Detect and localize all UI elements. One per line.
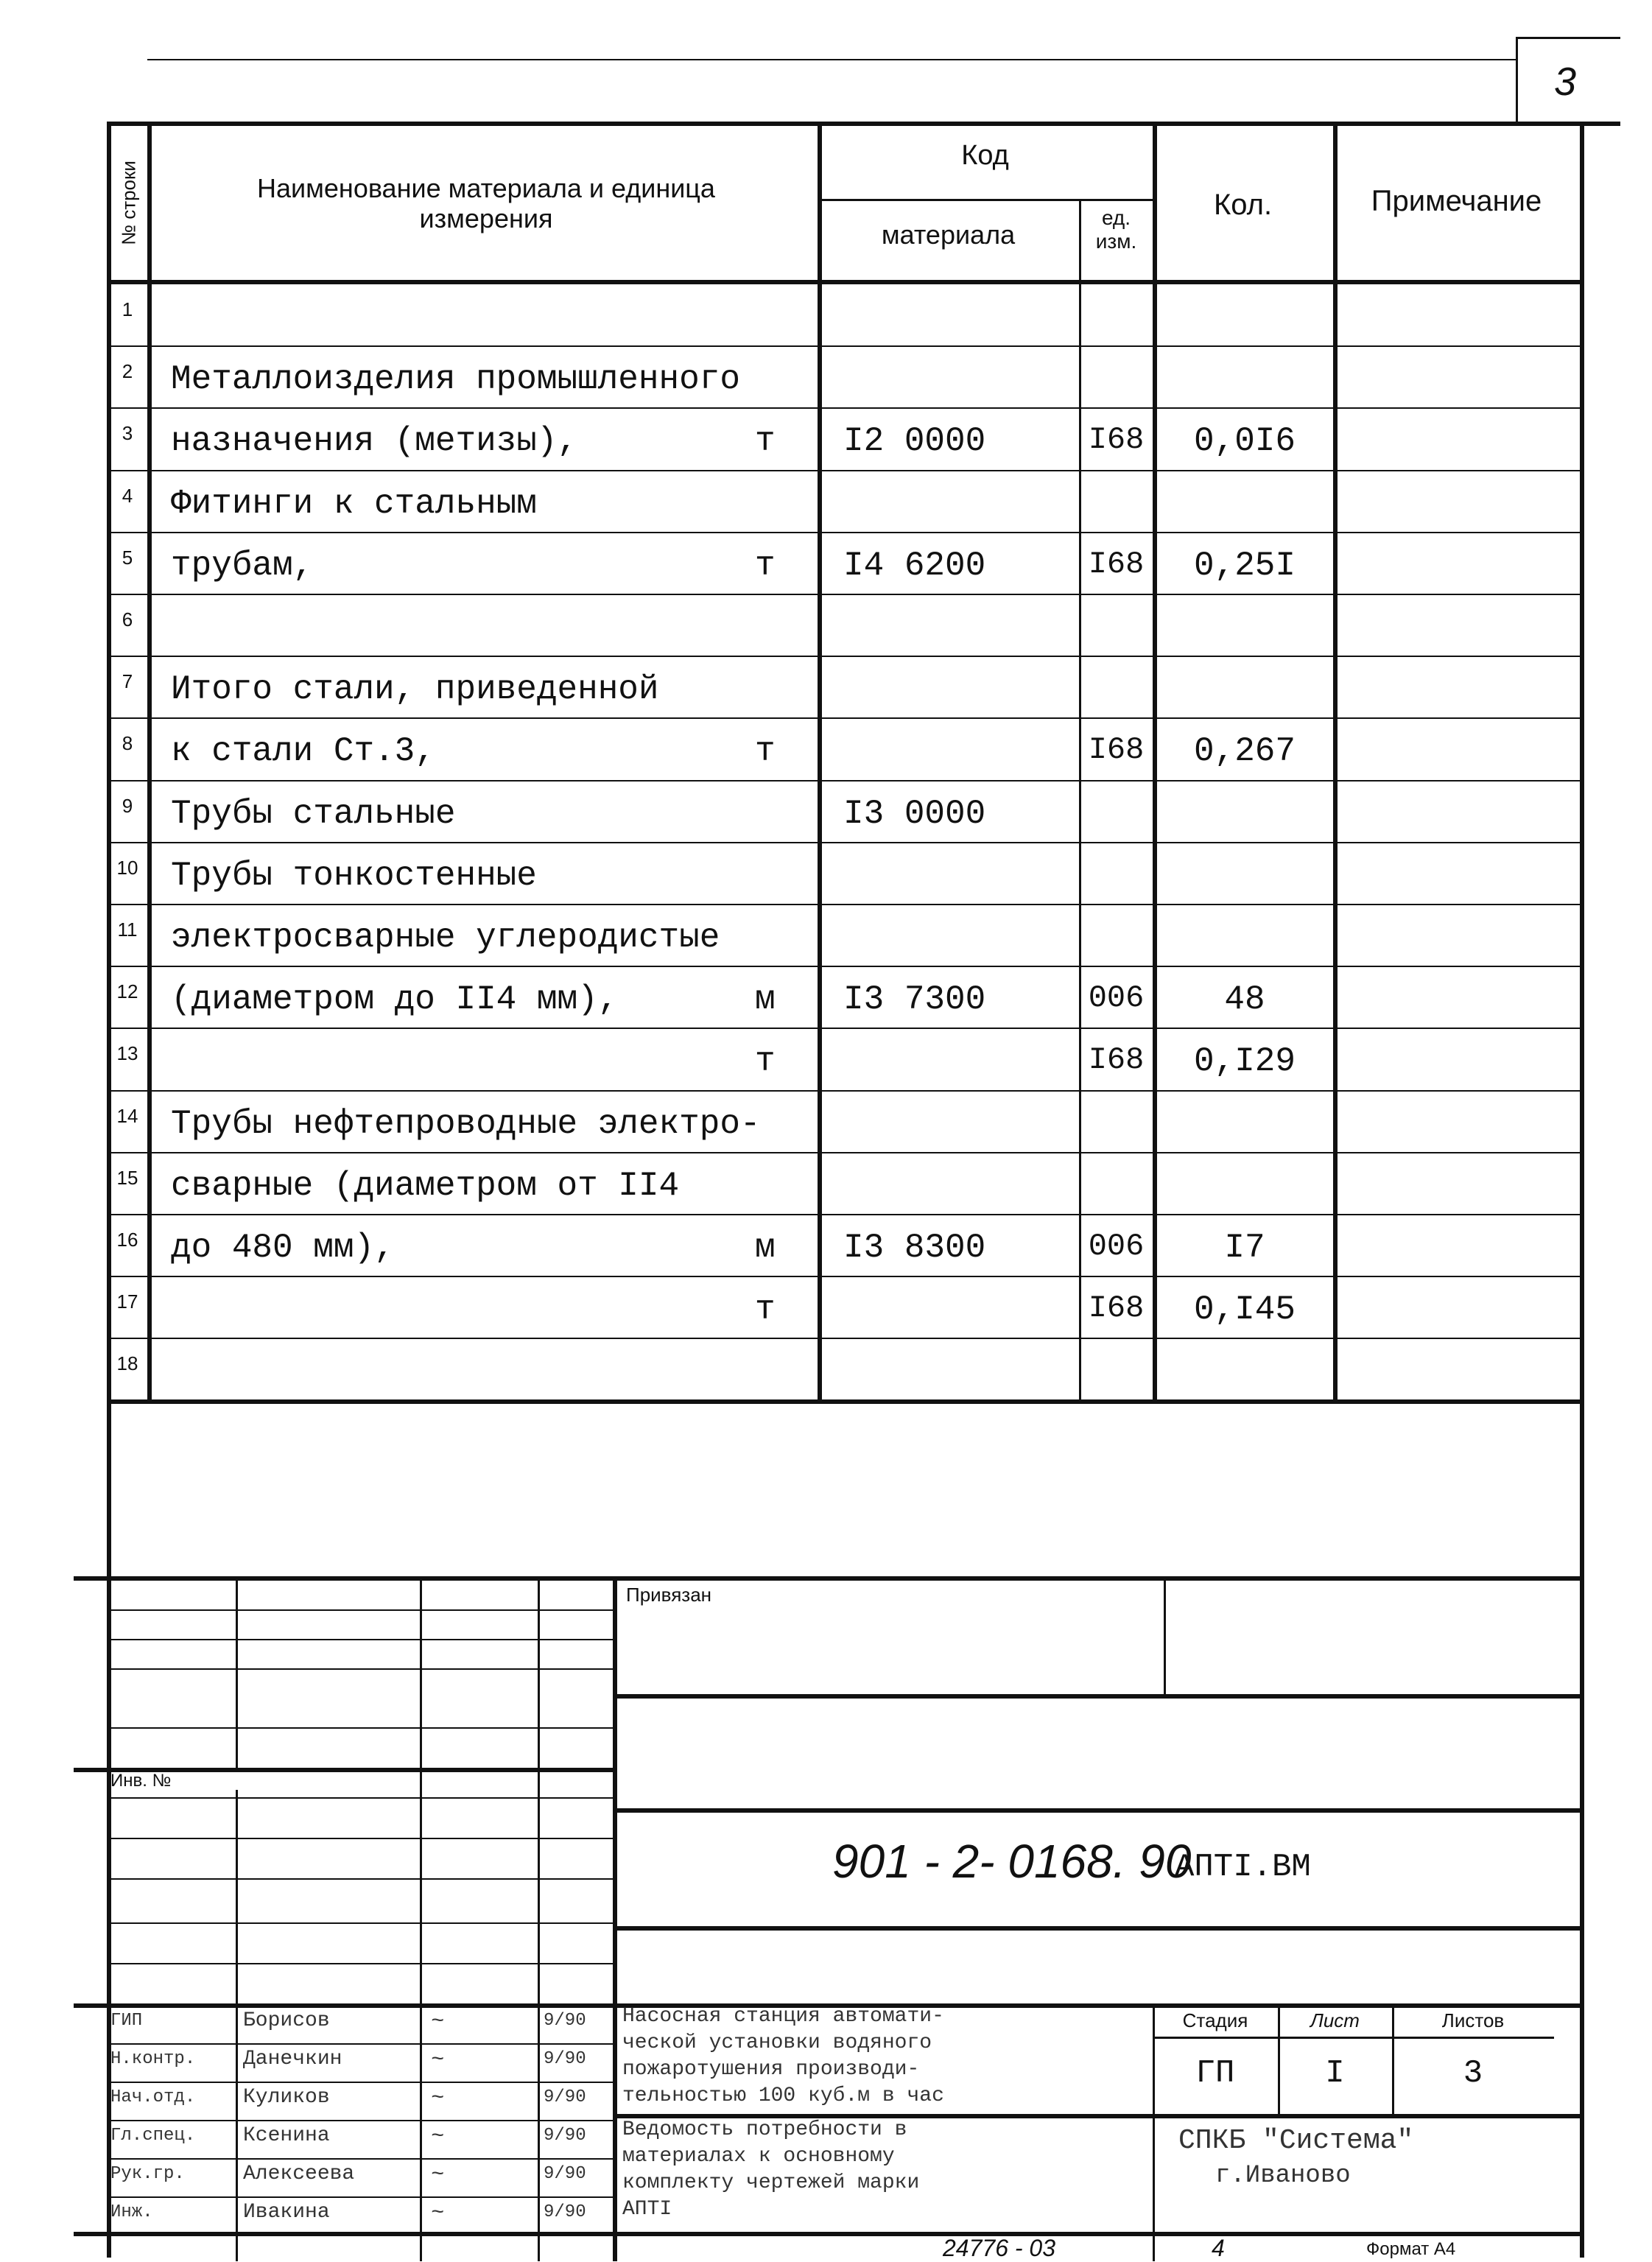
header-code-unit: ед. изм. — [1095, 206, 1137, 253]
row-separator — [107, 1090, 1580, 1092]
row-number: 17 — [116, 1290, 138, 1313]
row-material-code: I2 0000 — [843, 422, 986, 460]
row-quantity: 0,I29 — [1193, 1042, 1296, 1081]
row-separator — [107, 780, 1580, 781]
row-unit: т — [755, 1042, 776, 1081]
header-bottom-line — [107, 280, 1580, 284]
row-material-code: I3 7300 — [843, 980, 986, 1019]
tb-row-h — [107, 1878, 613, 1880]
signature-row-separator — [107, 2158, 613, 2160]
signer-role: ГИП — [110, 2011, 143, 2031]
docname-line-4: АПТI — [622, 2198, 672, 2221]
signature-row-separator — [107, 2196, 613, 2198]
row-name: Металлоизделия промышленного — [171, 360, 740, 398]
row-name: до 480 мм), — [171, 1229, 395, 1267]
tb-row-a — [107, 1609, 613, 1611]
row-unit: т — [755, 422, 776, 460]
org-name: СПКБ "Система" — [1178, 2125, 1414, 2157]
col-line-rownum — [147, 122, 152, 1399]
signer-date: 9/90 — [544, 2164, 586, 2184]
header-qty: Кол. — [1213, 189, 1273, 221]
row-separator — [107, 407, 1580, 409]
format-label: Формат А4 — [1366, 2239, 1456, 2259]
tb-row-d — [613, 1694, 1580, 1699]
top-margin-line — [147, 59, 1516, 60]
row-unit-code: I68 — [1088, 1042, 1145, 1078]
signer-role: Н.контр. — [110, 2049, 196, 2069]
stage-value: ГП — [1195, 2055, 1235, 2092]
doc-suffix: АПТI.ВМ — [1175, 1849, 1311, 1886]
title-line-3: пожаротушения производи- — [622, 2058, 920, 2081]
signature-mark: ~ — [431, 2046, 444, 2070]
signature-mark: ~ — [431, 2199, 444, 2224]
row-number: 18 — [116, 1352, 138, 1374]
privyazan-label: Привязан — [626, 1584, 712, 1606]
row-number: 3 — [122, 422, 133, 444]
row-number: 9 — [122, 795, 133, 817]
signer-role: Нач.отд. — [110, 2087, 196, 2107]
header-code-material: материала — [881, 219, 1016, 250]
page-number-box-top — [1516, 37, 1620, 39]
row-number: 6 — [122, 608, 133, 631]
row-number: 15 — [116, 1167, 138, 1189]
row-separator — [107, 1152, 1580, 1153]
row-quantity: I7 — [1224, 1229, 1265, 1267]
signer-date: 9/90 — [544, 2011, 586, 2031]
frame-right — [1580, 122, 1584, 2258]
signer-date: 9/90 — [544, 2202, 586, 2222]
signer-role: Инж. — [110, 2202, 153, 2222]
col-line-code — [818, 122, 822, 1399]
row-separator — [107, 1276, 1580, 1277]
row-quantity: 0,0I6 — [1193, 422, 1296, 460]
header-name: Наименование материала и единица измерения — [257, 173, 715, 234]
tb-row-c — [107, 1668, 613, 1670]
signer-name: Куликов — [243, 2086, 330, 2109]
signer-name: Алексеева — [243, 2163, 355, 2185]
bottom-sheet: 4 — [1212, 2235, 1225, 2261]
tb-row-g — [107, 1838, 613, 1839]
signature-mark: ~ — [431, 2123, 444, 2147]
row-number: 10 — [116, 857, 138, 879]
signature-mark: ~ — [431, 2084, 444, 2109]
row-number: 11 — [117, 919, 138, 941]
tb-stage-sep — [1153, 2037, 1554, 2039]
org-city: г.Иваново — [1215, 2162, 1351, 2190]
row-name: (диаметром до II4 мм), — [171, 980, 619, 1019]
header-code: Код — [961, 140, 1009, 171]
code-subheader-line — [818, 199, 1153, 201]
row-name: сварные (диаметром от II4 — [171, 1167, 680, 1205]
row-unit-code: I68 — [1088, 547, 1145, 582]
row-quantity: 0,I45 — [1193, 1290, 1296, 1329]
tb-code-top — [613, 1808, 1580, 1813]
title-line-4: тельностью 100 куб.м в час — [622, 2084, 944, 2107]
row-number: 5 — [122, 547, 133, 569]
header-row-no — [110, 133, 147, 280]
row-name: Фитинги к стальным — [171, 485, 537, 523]
tb-col1 — [236, 1576, 238, 1768]
docname-line-2: материалах к основному — [622, 2145, 895, 2168]
row-number: 13 — [116, 1042, 138, 1064]
row-separator — [107, 1338, 1580, 1339]
row-unit: м — [755, 980, 776, 1019]
row-unit-code: I68 — [1088, 732, 1145, 768]
header-note: Примечание — [1371, 185, 1542, 217]
row-separator — [107, 1028, 1580, 1029]
row-unit-code: I68 — [1088, 422, 1145, 457]
tb-privyazan-right — [1164, 1576, 1166, 1694]
row-name: Трубы нефтепроводные электро- — [171, 1105, 761, 1143]
signature-mark: ~ — [431, 2161, 444, 2185]
row-name: трубам, — [171, 547, 314, 585]
row-material-code: I3 8300 — [843, 1229, 986, 1267]
row-material-code: I3 0000 — [843, 795, 986, 833]
signature-row-separator — [107, 2043, 613, 2045]
row-name: электросварные углеродистые — [171, 919, 720, 957]
header-row-no-label: № строки — [117, 161, 140, 245]
titleblock-bottom-line — [74, 2232, 1580, 2236]
tb-stage-left — [1153, 2003, 1155, 2261]
signature-row-separator — [107, 2082, 613, 2083]
signer-date: 9/90 — [544, 2087, 586, 2107]
signer-name: Ивакина — [243, 2201, 330, 2224]
col-line-unit — [1079, 199, 1081, 1399]
row-material-code: I4 6200 — [843, 547, 986, 585]
row-separator — [107, 717, 1580, 719]
row-separator — [107, 1214, 1580, 1215]
row-name: к стали Ст.3, — [171, 732, 435, 770]
row-number: 12 — [116, 980, 138, 1002]
tb-row-f — [107, 1797, 613, 1799]
row-number: 8 — [122, 732, 133, 754]
row-name: Трубы стальные — [171, 795, 456, 833]
page-number-box-left — [1516, 37, 1518, 122]
inv-no-label: Инв. № — [110, 1771, 172, 1791]
row-unit-code: 006 — [1088, 980, 1145, 1016]
doc-code: 901 - 2- 0168. 90 — [832, 1835, 1192, 1888]
row-separator — [107, 345, 1580, 347]
signer-name: Борисов — [243, 2009, 330, 2032]
row-separator — [107, 966, 1580, 967]
sheet-label: Лист — [1310, 2009, 1360, 2031]
row-quantity: 0,25I — [1193, 547, 1296, 585]
title-line-2: ческой установки водяного — [622, 2031, 932, 2054]
tb-code-bottom — [613, 1926, 1580, 1931]
row-number: 4 — [122, 485, 133, 507]
row-separator — [107, 594, 1580, 595]
signature-row-separator — [107, 2120, 613, 2121]
titleblock-top-line — [74, 1576, 1580, 1581]
row-number: 7 — [122, 670, 133, 692]
row-separator — [107, 904, 1580, 905]
signer-name: Ксенина — [243, 2124, 330, 2147]
docname-line-1: Ведомость потребности в — [622, 2118, 907, 2141]
row-number: 2 — [122, 360, 133, 382]
title-line-1: Насосная станция автомати- — [622, 2005, 944, 2028]
tb-row-b — [107, 1639, 613, 1640]
row-number: 16 — [116, 1229, 138, 1251]
tb-row-e — [107, 1727, 613, 1729]
row-quantity: 48 — [1224, 980, 1265, 1019]
signer-name: Данечкин — [243, 2048, 342, 2070]
frame-top — [107, 122, 1620, 126]
row-name: Итого стали, приведенной — [171, 670, 659, 709]
sheet-value: I — [1325, 2055, 1345, 2092]
signer-date: 9/90 — [544, 2126, 586, 2146]
signature-mark: ~ — [431, 2008, 444, 2032]
row-unit: м — [755, 1229, 776, 1267]
row-quantity: 0,267 — [1193, 732, 1296, 770]
bottom-code: 24776 - 03 — [943, 2235, 1056, 2261]
signer-role: Гл.спец. — [110, 2126, 196, 2146]
signer-date: 9/90 — [544, 2049, 586, 2069]
row-unit-code: I68 — [1088, 1290, 1145, 1326]
page-number: 3 — [1553, 60, 1577, 104]
row-unit: т — [755, 732, 776, 770]
row-name: Трубы тонкостенные — [171, 857, 537, 895]
sheets-value: 3 — [1463, 2055, 1483, 2092]
row-name: назначения (метизы), — [171, 422, 578, 460]
tb-row-j — [107, 1963, 613, 1964]
tb-col1b — [236, 1790, 238, 2261]
row-separator — [107, 532, 1580, 533]
row-unit: т — [755, 547, 776, 585]
tb-row-i — [107, 1922, 613, 1924]
row-unit: т — [755, 1290, 776, 1329]
col-line-note — [1333, 122, 1338, 1399]
signer-role: Рук.гр. — [110, 2164, 185, 2184]
row-number: 14 — [116, 1105, 138, 1127]
row-separator — [107, 470, 1580, 471]
row-number: 1 — [122, 298, 133, 320]
row-separator — [107, 842, 1580, 843]
stage-label: Стадия — [1182, 2009, 1248, 2031]
tb-col4 — [613, 1576, 617, 2261]
row-unit-code: 006 — [1088, 1229, 1145, 1264]
row-separator — [107, 656, 1580, 657]
table-bottom-line — [107, 1399, 1580, 1404]
sheets-label: Листов — [1441, 2009, 1505, 2031]
docname-line-3: комплекту чертежей марки — [622, 2171, 920, 2194]
